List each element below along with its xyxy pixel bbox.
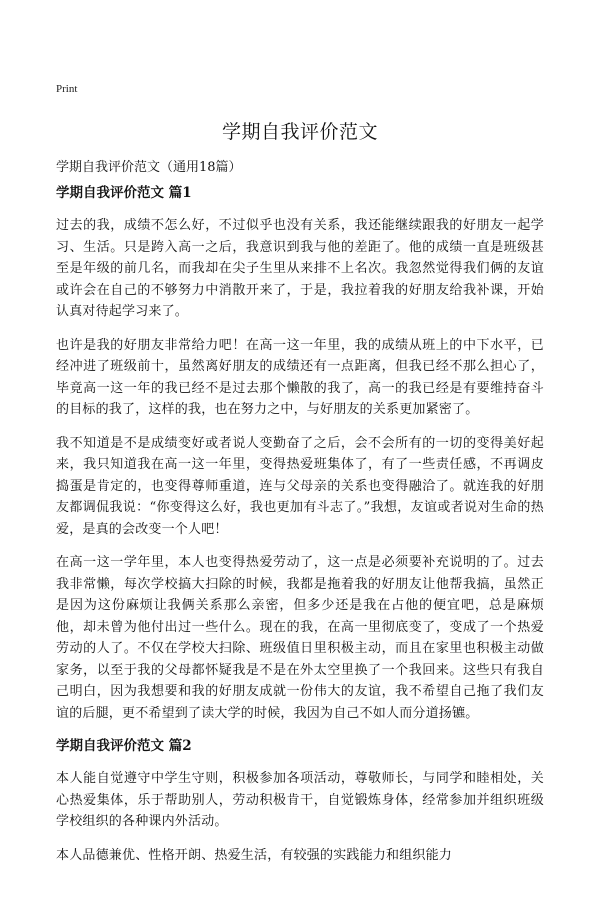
paragraph: 本人品德兼优、性格开朗、热爱生活，有较强的实践能力和组织能力 [56,847,453,863]
paragraph: 过去的我，成绩不怎么好，不过似乎也没有关系，我还能继续跟我的好朋友一起学习、生活。只是跨入高一之后，我意识到我与他的差距了。他的成绩一直是班级甚至是年级的前几名，而我却在尖子生里从来排不上名次。我忽然觉得我们俩的友谊或许会在自己的不够努力中消散开来了，于是，我拉着我的好朋友给我补课，开始认真对待起学习来了。 [56,218,544,319]
paragraph: 我不知道是不是成绩变好或者说人变勤奋了之后，会不会所有的一切的变得美好起来，我只知道我在高一这一年里，变得热爱班集体了，有了一些责任感，不再调皮捣蛋是肯定的，也变得尊师重道，连与父母亲的关系也变得融洽了。就连我的好朋友都调侃我说：“你变得这么好，我也更加有斗志了。”我想，友谊或者说对生命的热爱，是真的会改变一个人吧！ [56,435,544,537]
section-heading: 学期自我评价范文 篇1 [56,185,192,201]
print-link[interactable]: Print [56,83,78,95]
paragraph: 在高一这一学年里，本人也变得热爱劳动了，这一点是必须要补充说明的了。过去我非常懒，每次学校搞大扫除的时候，我都是拖着我的好朋友让他帮我搞，虽然正是因为这份麻烦让我俩关系那么亲密，但多少还是我在占他的便宜吧，总是麻烦他，却未曾为他付出过一些什么。现在的我，在高一里彻底变了，变成了一个热爱劳动的人了。不仅在学校大扫除、班级值日里积极主动，而且在家里也积极主动做家务，以至于我的父母都怀疑我是不是在外太空里换了一个我回来。这些只有我自己明白，因为我想要和我的好朋友成就一份伟大的友谊，我不希望自己拖了我们友谊的后腿，更不希望到了读大学的时候，我因为自己不如人而分道扬镳。 [56,555,544,721]
page-title: 学期自我评价范文 [221,121,378,143]
article-body [56,183,544,878]
document-subtitle: 学期自我评价范文（通用18篇） [56,160,242,175]
section-heading: 学期自我评价范文 篇2 [56,738,192,754]
paragraph: 也许是我的好朋友非常给力吧！在高一这一年里，我的成绩从班上的中下水平，已经冲进了班级前十，虽然离好朋友的成绩还有一点距离，但我已经不那么担心了，毕竟高一这一年的我已经不是过去那个懒散的我了，高一的我已经是有要维持奋斗的目标的我了，这样的我，也在努力之中，与好朋友的关系更加紧密了。 [56,337,544,417]
paragraph: 本人能自觉遵守中学生守则，积极参加各项活动，尊敬师长，与同学和睦相处，关心热爱集体，乐于帮助别人，劳动积极肯干，自觉锻炼身体，经常参加并组织班级学校组织的各种课内外活动。 [56,771,544,829]
